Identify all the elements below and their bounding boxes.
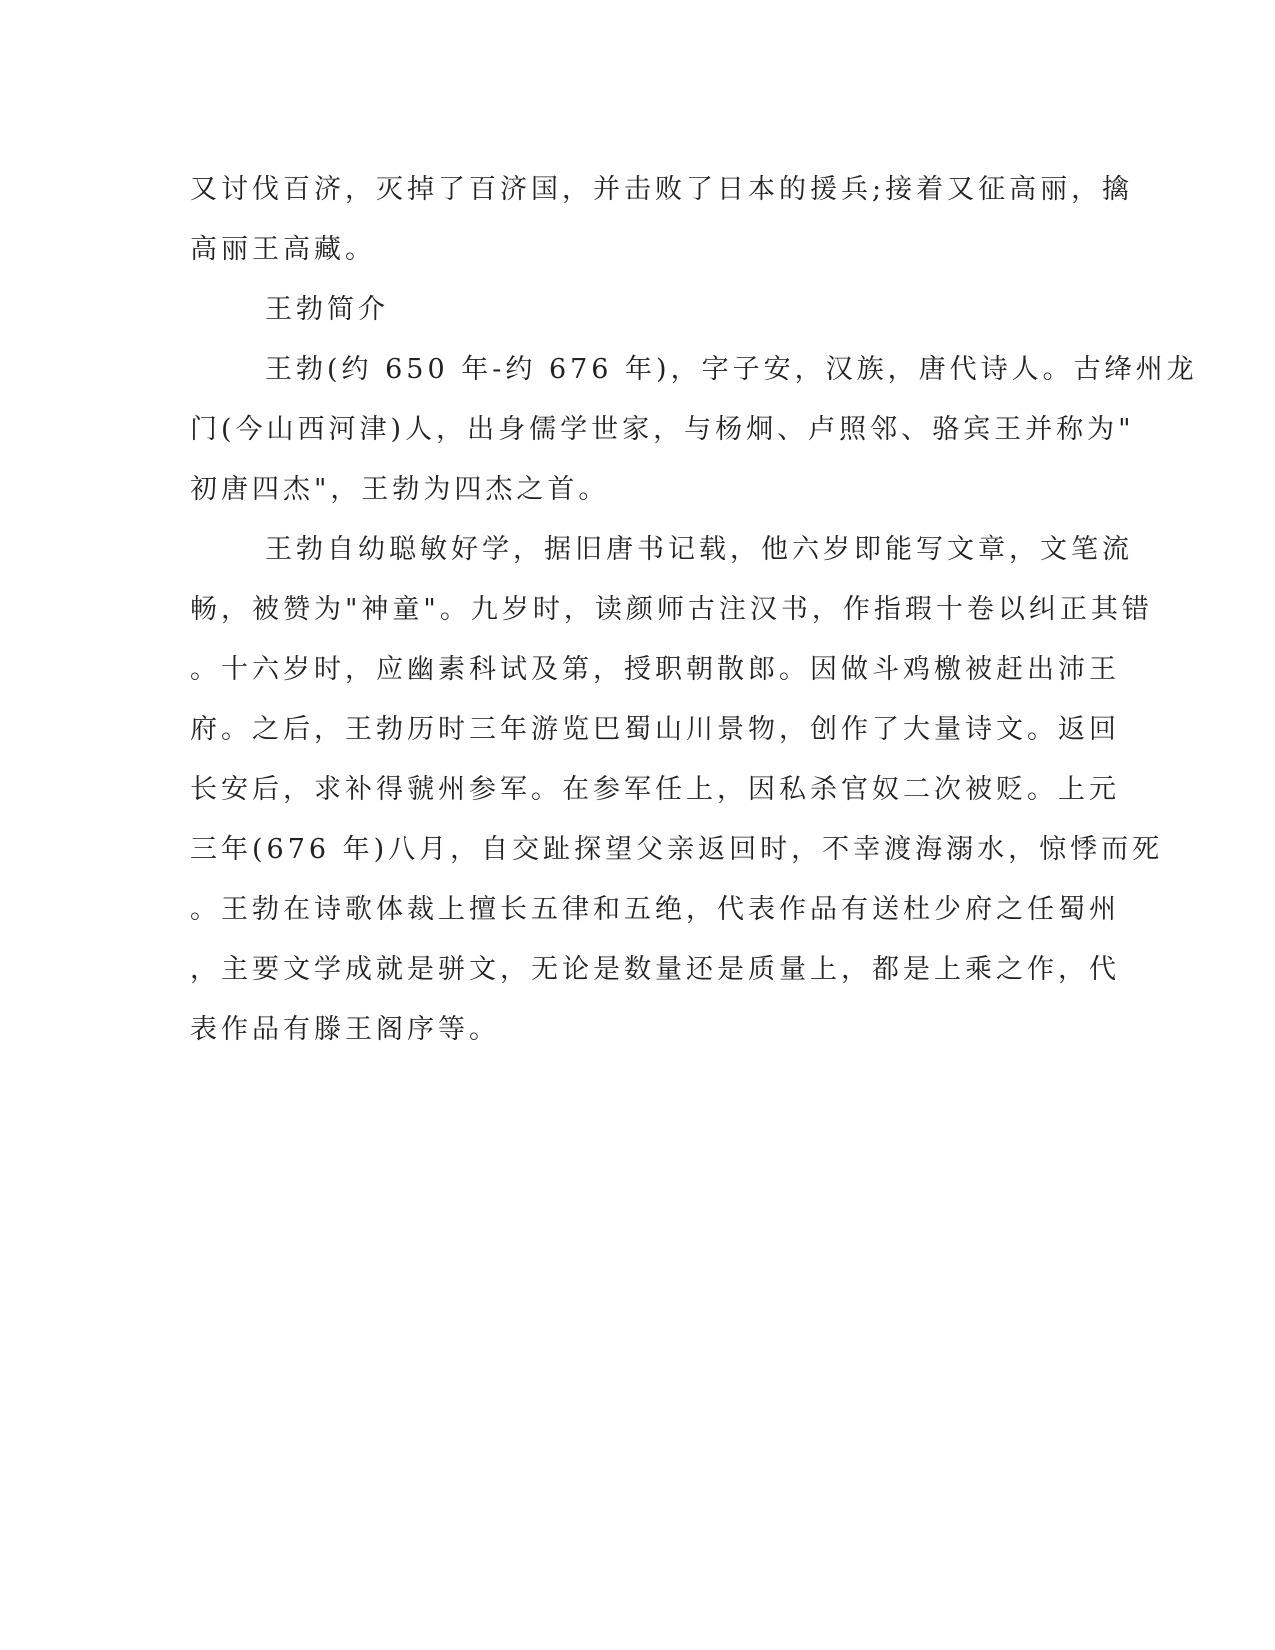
text-line: 王勃(约 650 年-约 676 年)，字子安，汉族，唐代诗人。古绛州龙: [265, 354, 1198, 385]
text-line: ，主要文学成就是骈文，无论是数量还是质量上，都是上乘之作，代: [190, 954, 1120, 985]
section-heading-wang-bo: [190, 280, 1090, 340]
text-line: 府。之后，王勃历时三年游览巴蜀山川景物，创作了大量诗文。返回: [190, 714, 1120, 745]
paragraph-baiji-conquest: [190, 160, 1134, 280]
text-line: 三年(676 年)八月，自交趾探望父亲返回时，不幸渡海溺水，惊悸而死: [190, 834, 1164, 865]
text-line: 。十六岁时，应幽素科试及第，授职朝散郎。因做斗鸡檄被赶出沛王: [190, 654, 1120, 685]
text-line: 初唐四杰"，王勃为四杰之首。: [190, 474, 610, 505]
text-line: 表作品有滕王阁序等。: [190, 1014, 500, 1045]
paragraph-wang-bo-intro: [190, 340, 1198, 520]
text-line: 又讨伐百济，灭掉了百济国，并击败了日本的援兵;接着又征高丽，擒: [190, 174, 1134, 205]
paragraph-wang-bo-life: [190, 520, 1164, 1060]
text-line: 王勃自幼聪敏好学，据旧唐书记载，他六岁即能写文章，文笔流: [265, 534, 1133, 565]
text-line: 门(今山西河津)人，出身儒学世家，与杨炯、卢照邻、骆宾王并称为": [190, 414, 1135, 445]
section-heading: 王勃简介: [265, 294, 389, 325]
text-line: 畅，被赞为"神童"。九岁时，读颜师古注汉书，作指瑕十卷以纠正其错: [190, 594, 1153, 625]
text-line: 。王勃在诗歌体裁上擅长五律和五绝，代表作品有送杜少府之任蜀州: [190, 894, 1120, 925]
text-line: 高丽王高藏。: [190, 234, 376, 265]
text-line: 长安后，求补得虢州参军。在参军任上，因私杀官奴二次被贬。上元: [190, 774, 1120, 805]
document-body: [190, 160, 1198, 1060]
